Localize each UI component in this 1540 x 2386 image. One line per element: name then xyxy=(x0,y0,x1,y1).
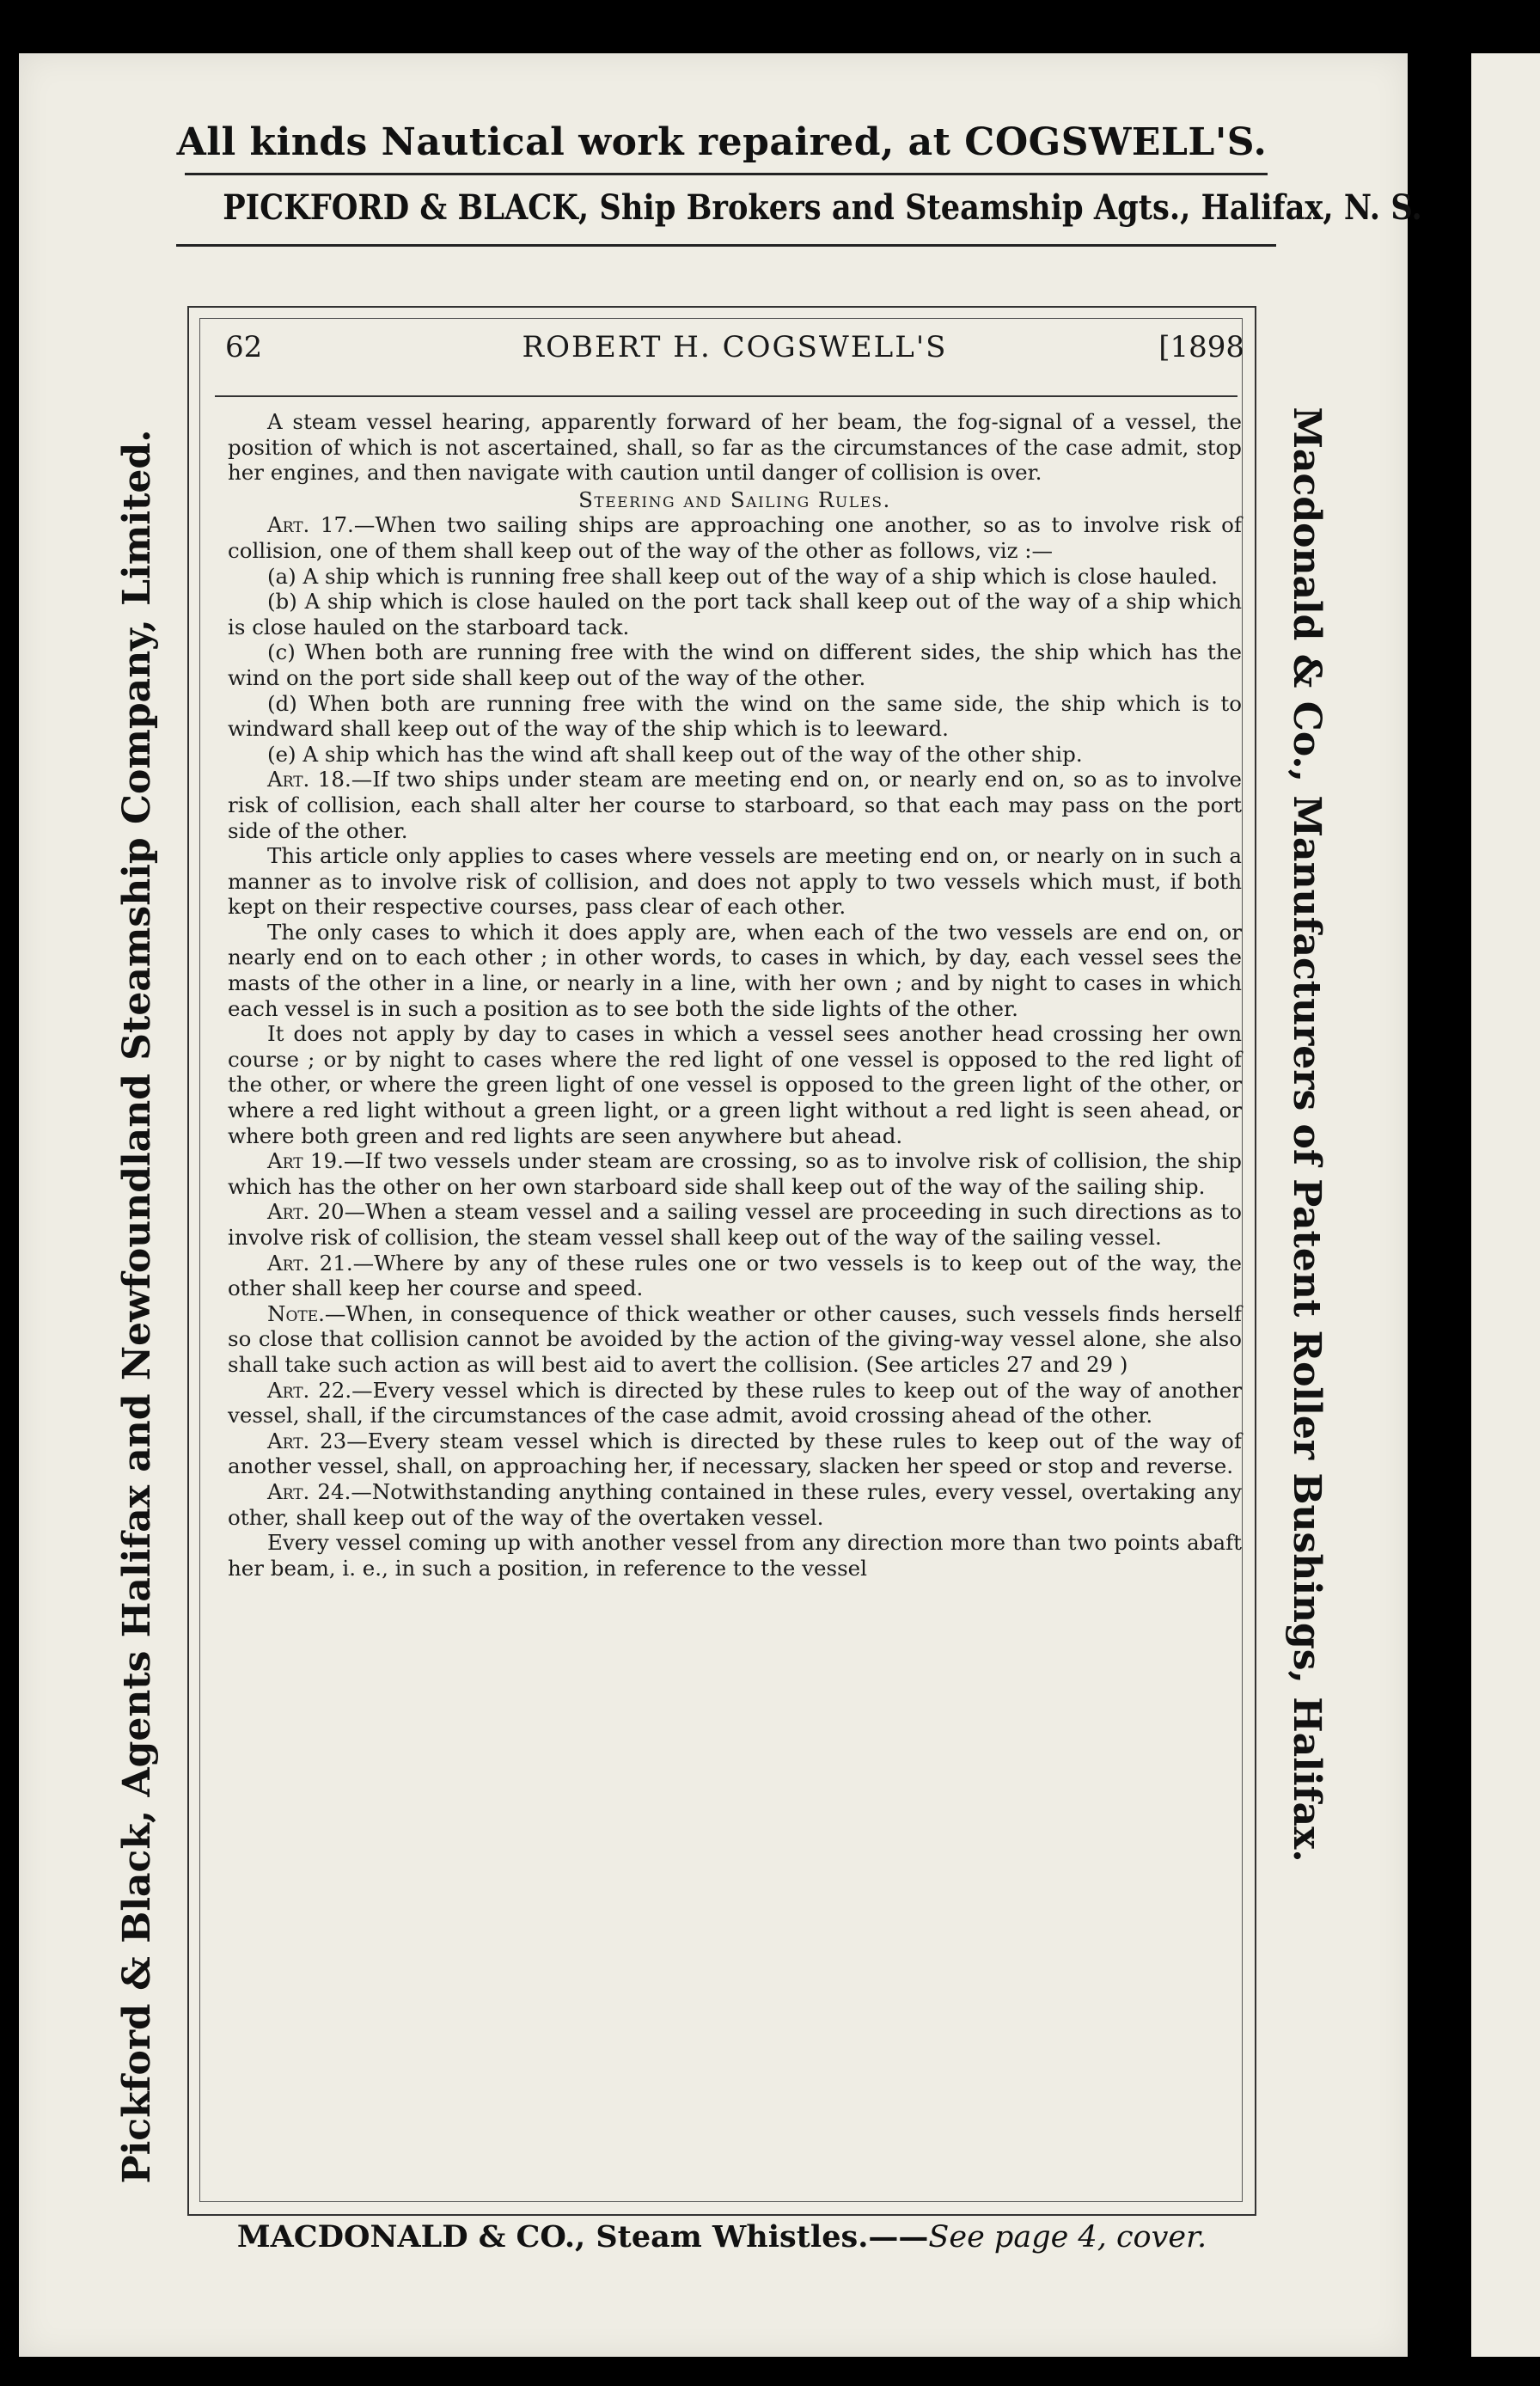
running-title: ROBERT H. COGSWELL'S xyxy=(522,330,948,364)
article-label: Art. 17. xyxy=(267,512,354,538)
article-21 xyxy=(228,1251,1242,1301)
article-17 xyxy=(228,512,1242,563)
article-text: —If two vessels under steam are crossing, so as to involve risk of collision, the ship which has the other on her own starboard side shall keep out of the way of the sailing ship. xyxy=(228,1148,1242,1199)
note-label: Note. xyxy=(267,1300,325,1326)
article-text: —When a steam vessel and a sailing vessel are proceeding in such directions as to involve risk of collision, the steam vessel shall keep out of the way of the sailing vessel. xyxy=(228,1199,1242,1250)
page-year: [1898 xyxy=(1158,330,1244,364)
bottom-ad-reference: See page 4, cover. xyxy=(928,2220,1207,2254)
article-18-paragraph-2: This article only applies to cases where vessels are meeting end on, or nearly on in such a manner as to involve risk of collision, and does not apply to two vessels which must, if both kept on their respective courses, pass clear of each other. xyxy=(228,843,1242,920)
article-23 xyxy=(228,1429,1242,1479)
article-22 xyxy=(228,1378,1242,1429)
article-18 xyxy=(228,767,1242,843)
adjacent-page-edge xyxy=(1471,53,1540,2357)
article-17-c: (c) When both are running free with the wind on different sides, the ship which has the wind on the port side shall keep out of the way of the other. xyxy=(228,639,1242,690)
top-advertisement-cogswell: All kinds Nautical work repaired, at COGSWELL'S. xyxy=(176,120,1268,164)
article-label: Art. 20 xyxy=(267,1199,345,1225)
section-heading: Steering and Sailing Rules. xyxy=(578,486,891,512)
left-margin-advertisement: Pickford & Black, Agents Halifax and Newfoundland Steamship Company, Limited. xyxy=(115,429,159,2184)
article-19 xyxy=(228,1148,1242,1199)
article-24 xyxy=(228,1479,1242,1530)
right-margin-advertisement: Macdonald & Co., Manufacturers of Patent Roller Bushings, Halifax. xyxy=(1285,407,1329,1863)
top-advertisement-pickford-black: PICKFORD & BLACK, Ship Brokers and Steamship Agts., Halifax, N. S. xyxy=(223,187,1422,228)
bottom-advertisement xyxy=(189,2219,1255,2254)
article-label: Art. 18. xyxy=(267,767,351,792)
article-text: —Notwithstanding anything contained in these rules, every vessel, overtaking any other, shall keep out of the way of the overtaken vessel. xyxy=(228,1478,1242,1530)
article-17-e: (e) A ship which has the wind aft shall keep out of the way of the other ship. xyxy=(267,741,1083,767)
article-text: —Where by any of these rules one or two vessels is to keep out of the way, the other shall keep her course and speed. xyxy=(228,1250,1242,1301)
article-17-d: (d) When both are running free with the wind on the same side, the ship which is to windward shall keep out of the way of the ship which is to leeward. xyxy=(228,690,1242,742)
note-text: —When, in consequence of thick weather or other causes, such vessels finds herself so close that collision cannot be avoided by the action of the giving-way vessel alone, she also shall take such action as will best aid to avert the collision. (See articles 27 and 29 ) xyxy=(228,1300,1242,1377)
article-label: Art. 24. xyxy=(267,1478,351,1504)
body-text xyxy=(228,409,1242,2180)
article-label: Art. 22. xyxy=(267,1377,352,1403)
article-24-paragraph-2: Every vessel coming up with another vessel from any direction more than two points abaft her beam, i. e., in such a position, in reference to the vessel xyxy=(228,1530,1242,1581)
article-text: —Every steam vessel which is directed by these rules to keep out of the way of another vessel, shall, on approaching her, if necessary, slacken her speed or stop and reverse. xyxy=(228,1428,1242,1479)
article-17-b: (b) A ship which is close hauled on the port tack shall keep out of the way of a ship which is close hauled on the starboard tack. xyxy=(228,589,1242,639)
top-ad-rule xyxy=(185,173,1268,175)
article-label: Art. 23 xyxy=(267,1428,347,1453)
article-label: Art 19. xyxy=(267,1148,344,1174)
article-18-paragraph-3: The only cases to which it does apply are, when each of the two vessels are end on, or nearly end on to each other ; in other words, to cases in which, by day, each vessel sees the masts of the other in a line, or nearly in a line, with her own ; and by night to cases in which each vessel is in such a position as to see both the side lights of the other. xyxy=(228,919,1242,1021)
article-text: —Every vessel which is directed by these rules to keep out of the way of another vessel, shall, if the circumstances of the case admit, avoid crossing ahead of the other. xyxy=(228,1377,1242,1429)
article-text: —If two ships under steam are meeting end on, or nearly end on, so as to involve risk of collision, each shall alter her course to starboard, so that each may pass on the port side of the other. xyxy=(228,767,1242,843)
article-17-a: (a) A ship which is running free shall keep out of the way of a ship which is close hauled. xyxy=(267,563,1218,589)
article-label: Art. 21. xyxy=(267,1250,353,1276)
page-number: 62 xyxy=(225,330,263,364)
note xyxy=(228,1301,1242,1378)
article-18-paragraph-4: It does not apply by day to cases in which a vessel sees another head crossing her own course ; or by night to cases where the red light of one vessel is opposed to the red light of the other, or where the green light of one vessel is opposed to the green light of the other, or where a red light without a green light, or a green light without a red light is seen ahead, or where both green and red lights are seen anywhere but ahead. xyxy=(228,1021,1242,1148)
running-head xyxy=(225,330,1244,373)
bottom-ad-main: MACDONALD & CO., Steam Whistles.—— xyxy=(236,2219,929,2254)
article-20 xyxy=(228,1199,1242,1250)
header-rule xyxy=(215,395,1238,397)
intro-paragraph: A steam vessel hearing, apparently forward of her beam, the fog-signal of a vessel, the position of which is not ascertained, shall, so far as the circumstances of the case admit, stop her engines, and then navigate with caution until danger of collision is over. xyxy=(228,409,1242,486)
second-ad-rule xyxy=(176,244,1276,247)
article-text: —When two sailing ships are approaching one another, so as to involve risk of collision, one of them shall keep out of the way of the other as follows, viz :— xyxy=(228,512,1242,563)
